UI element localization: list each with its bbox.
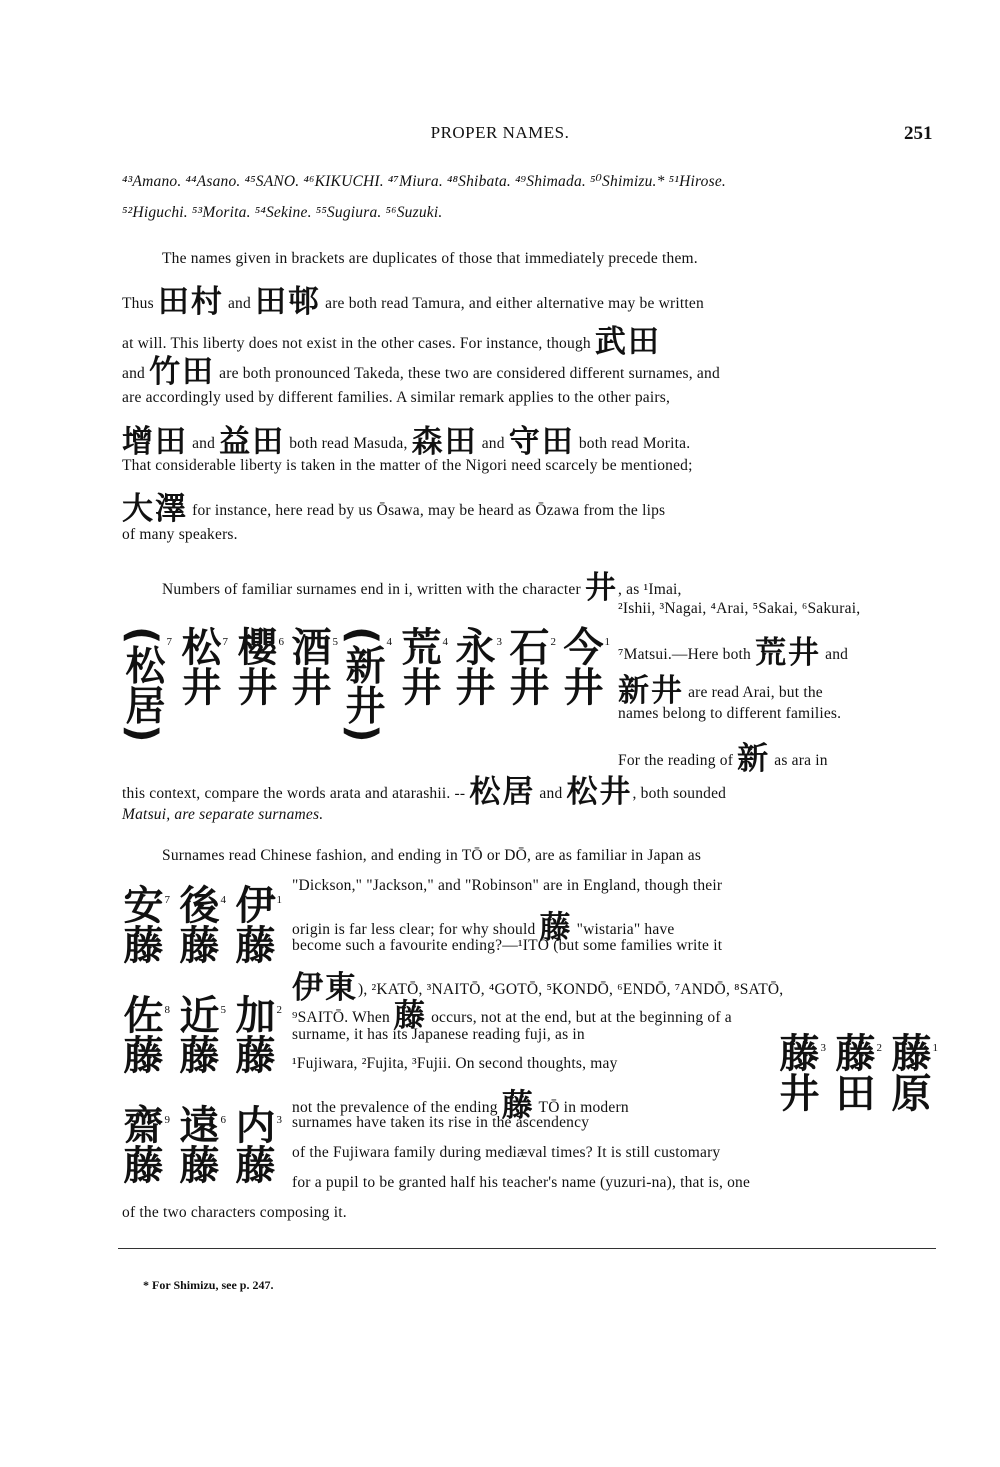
page-number: 251 [904, 123, 933, 144]
para3-line: of the two characters composing it. [122, 1204, 347, 1221]
vertical-name-column: 2 石井 [503, 626, 556, 706]
kanji: 松井 [566, 774, 633, 810]
kanji: 益田 [219, 424, 286, 460]
name-list-line-1: ⁴³Amano. ⁴⁴Asano. ⁴⁵SANO. ⁴⁶KIKUCHI. ⁴⁷Miura. ⁴⁸Shibata. ⁴⁹Shimada. ⁵⁰Shimizu.* ⁵¹Hirose. [122, 173, 726, 190]
para1-line: Thus 田村 and 田邨 are both read Tamura, and either alternative may be written [122, 276, 704, 321]
para3-line: for a pupil to be granted half his teacher's name (yuzuri-na), that is, one [292, 1174, 751, 1191]
running-header: PROPER NAMES. [430, 123, 570, 142]
para3-line: ⁹SAITŌ. When 藤 occurs, not at the end, but at the beginning of a [292, 990, 732, 1035]
name-list-line-2: ⁵²Higuchi. ⁵³Morita. ⁵⁴Sekine. ⁵⁵Sugiura. ⁵⁶Suzuki. [122, 204, 443, 221]
vertical-name-column: 5 近藤 [173, 994, 226, 1074]
para1-line: 大澤 for instance, here read by us Ōsawa, may be heard as Ōzawa from the lips [122, 483, 665, 528]
para1-line: That considerable liberty is taken in the matter of the Nigori need scarcely be mentioned; [122, 457, 693, 474]
vertical-name-column: 1 今井 [557, 626, 610, 706]
vertical-name-column: 7 安藤 [117, 884, 170, 964]
kanji: 大澤 [122, 491, 188, 527]
vertical-name-column: 4 (新井) [339, 626, 392, 743]
para1-line: of many speakers. [122, 526, 238, 543]
para1-line: at will. This liberty does not exist in the other cases. For instance, though 武田 [122, 316, 661, 361]
para3-line: 伊東), ²KATŌ, ³NAITŌ, ⁴GOTŌ, ⁵KONDŌ, ⁶ENDŌ, ⁷ANDŌ, ⁸SATŌ, [292, 962, 783, 1007]
kanji: 增田 [122, 424, 188, 460]
kanji: 竹田 [149, 354, 216, 390]
para2-line: this context, compare the words arata and atarashii. -- 松居 and 松井, both sounded [122, 766, 726, 811]
para3-line: ¹Fujiwara, ²Fujita, ³Fujii. On second thoughts, may [292, 1055, 618, 1072]
para3-line: not the prevalence of the ending 藤 TŌ in modern [292, 1080, 629, 1125]
para2-line: ²Ishii, ³Nagai, ⁴Arai, ⁵Sakai, ⁶Sakurai, [618, 600, 861, 617]
para2-line: ⁷Matsui.—Here both 荒井 and [618, 627, 848, 672]
vertical-name-column: 6 櫻井 [231, 626, 284, 706]
para3-line: surnames have taken its rise in the ascendency [292, 1114, 590, 1131]
para3-line: of the Fujiwara family during mediæval times? It is still customary [292, 1144, 721, 1161]
vertical-name-column: 5 酒井 [285, 626, 338, 706]
kanji: 森田 [411, 424, 478, 460]
kanji: 藤 [539, 910, 573, 946]
para3-line: "Dickson," "Jackson," and "Robinson" are in England, though their [292, 877, 723, 894]
para3-line: origin is far less clear; for why should 藤 "wistaria" have [292, 902, 674, 947]
para2-line: Numbers of familiar surnames end in i, written with the character 井, as ¹Imai, [162, 562, 682, 607]
vertical-name-column: 9 齋藤 [117, 1104, 170, 1184]
para1-line: are accordingly used by different families. A similar remark applies to the other pairs, [122, 389, 671, 406]
vertical-name-column: 1 伊藤 [229, 884, 282, 964]
para2-line: Matsui, are separate surnames. [122, 806, 324, 823]
kanji: 武田 [594, 324, 661, 360]
para3-line: become such a favourite ending?—¹ITŌ (but some families write it [292, 937, 723, 954]
para2-line: names belong to different families. [618, 705, 842, 722]
kanji: 新 [737, 741, 771, 777]
kanji: 田邨 [255, 284, 322, 320]
vertical-name-column: 8 佐藤 [117, 994, 170, 1074]
kanji: 井 [584, 570, 618, 606]
vertical-name-column: 3 内藤 [229, 1104, 282, 1184]
para1-line: 增田 and 益田 both read Masuda, 森田 and 守田 both read Morita. [122, 416, 690, 461]
footnote: * For Shimizu, see p. 247. [143, 1278, 274, 1292]
vertical-name-column: 6 遠藤 [173, 1104, 226, 1184]
vertical-name-column: 2 加藤 [229, 994, 282, 1074]
vertical-name-column: 1 藤原 [885, 1032, 938, 1112]
vertical-name-column: 2 藤田 [829, 1032, 882, 1112]
kanji: 伊東 [292, 970, 358, 1006]
vertical-name-column: 4 荒井 [395, 626, 448, 706]
vertical-name-column: 7 松井 [175, 626, 228, 706]
para3-line: Surnames read Chinese fashion, and ending in TŌ or DŌ, are as familiar in Japan as [162, 847, 702, 864]
vertical-name-column: 3 永井 [449, 626, 502, 706]
para2-line: For the reading of 新 as ara in [618, 733, 828, 778]
kanji: 守田 [508, 424, 575, 460]
vertical-name-column: 3 藤井 [773, 1032, 826, 1112]
para3-line: surname, it has its Japanese reading fuji, as in [292, 1026, 585, 1043]
kanji: 松居 [469, 774, 536, 810]
para2-line: 新井 are read Arai, but the [618, 665, 823, 710]
kanji: 藤 [501, 1088, 535, 1124]
para1-line: The names given in brackets are duplicates of those that immediately precede them. [162, 250, 698, 267]
footnote-rule [118, 1248, 936, 1249]
kanji: 藤 [394, 998, 427, 1034]
vertical-name-column: 4 後藤 [173, 884, 226, 964]
kanji: 田村 [157, 284, 224, 320]
vertical-name-column: 7 (松居) [119, 626, 172, 743]
kanji: 新井 [618, 673, 684, 709]
para1-line: and 竹田 are both pronounced Takeda, these two are considered different surnames, and [122, 346, 720, 391]
kanji: 荒井 [755, 635, 822, 671]
